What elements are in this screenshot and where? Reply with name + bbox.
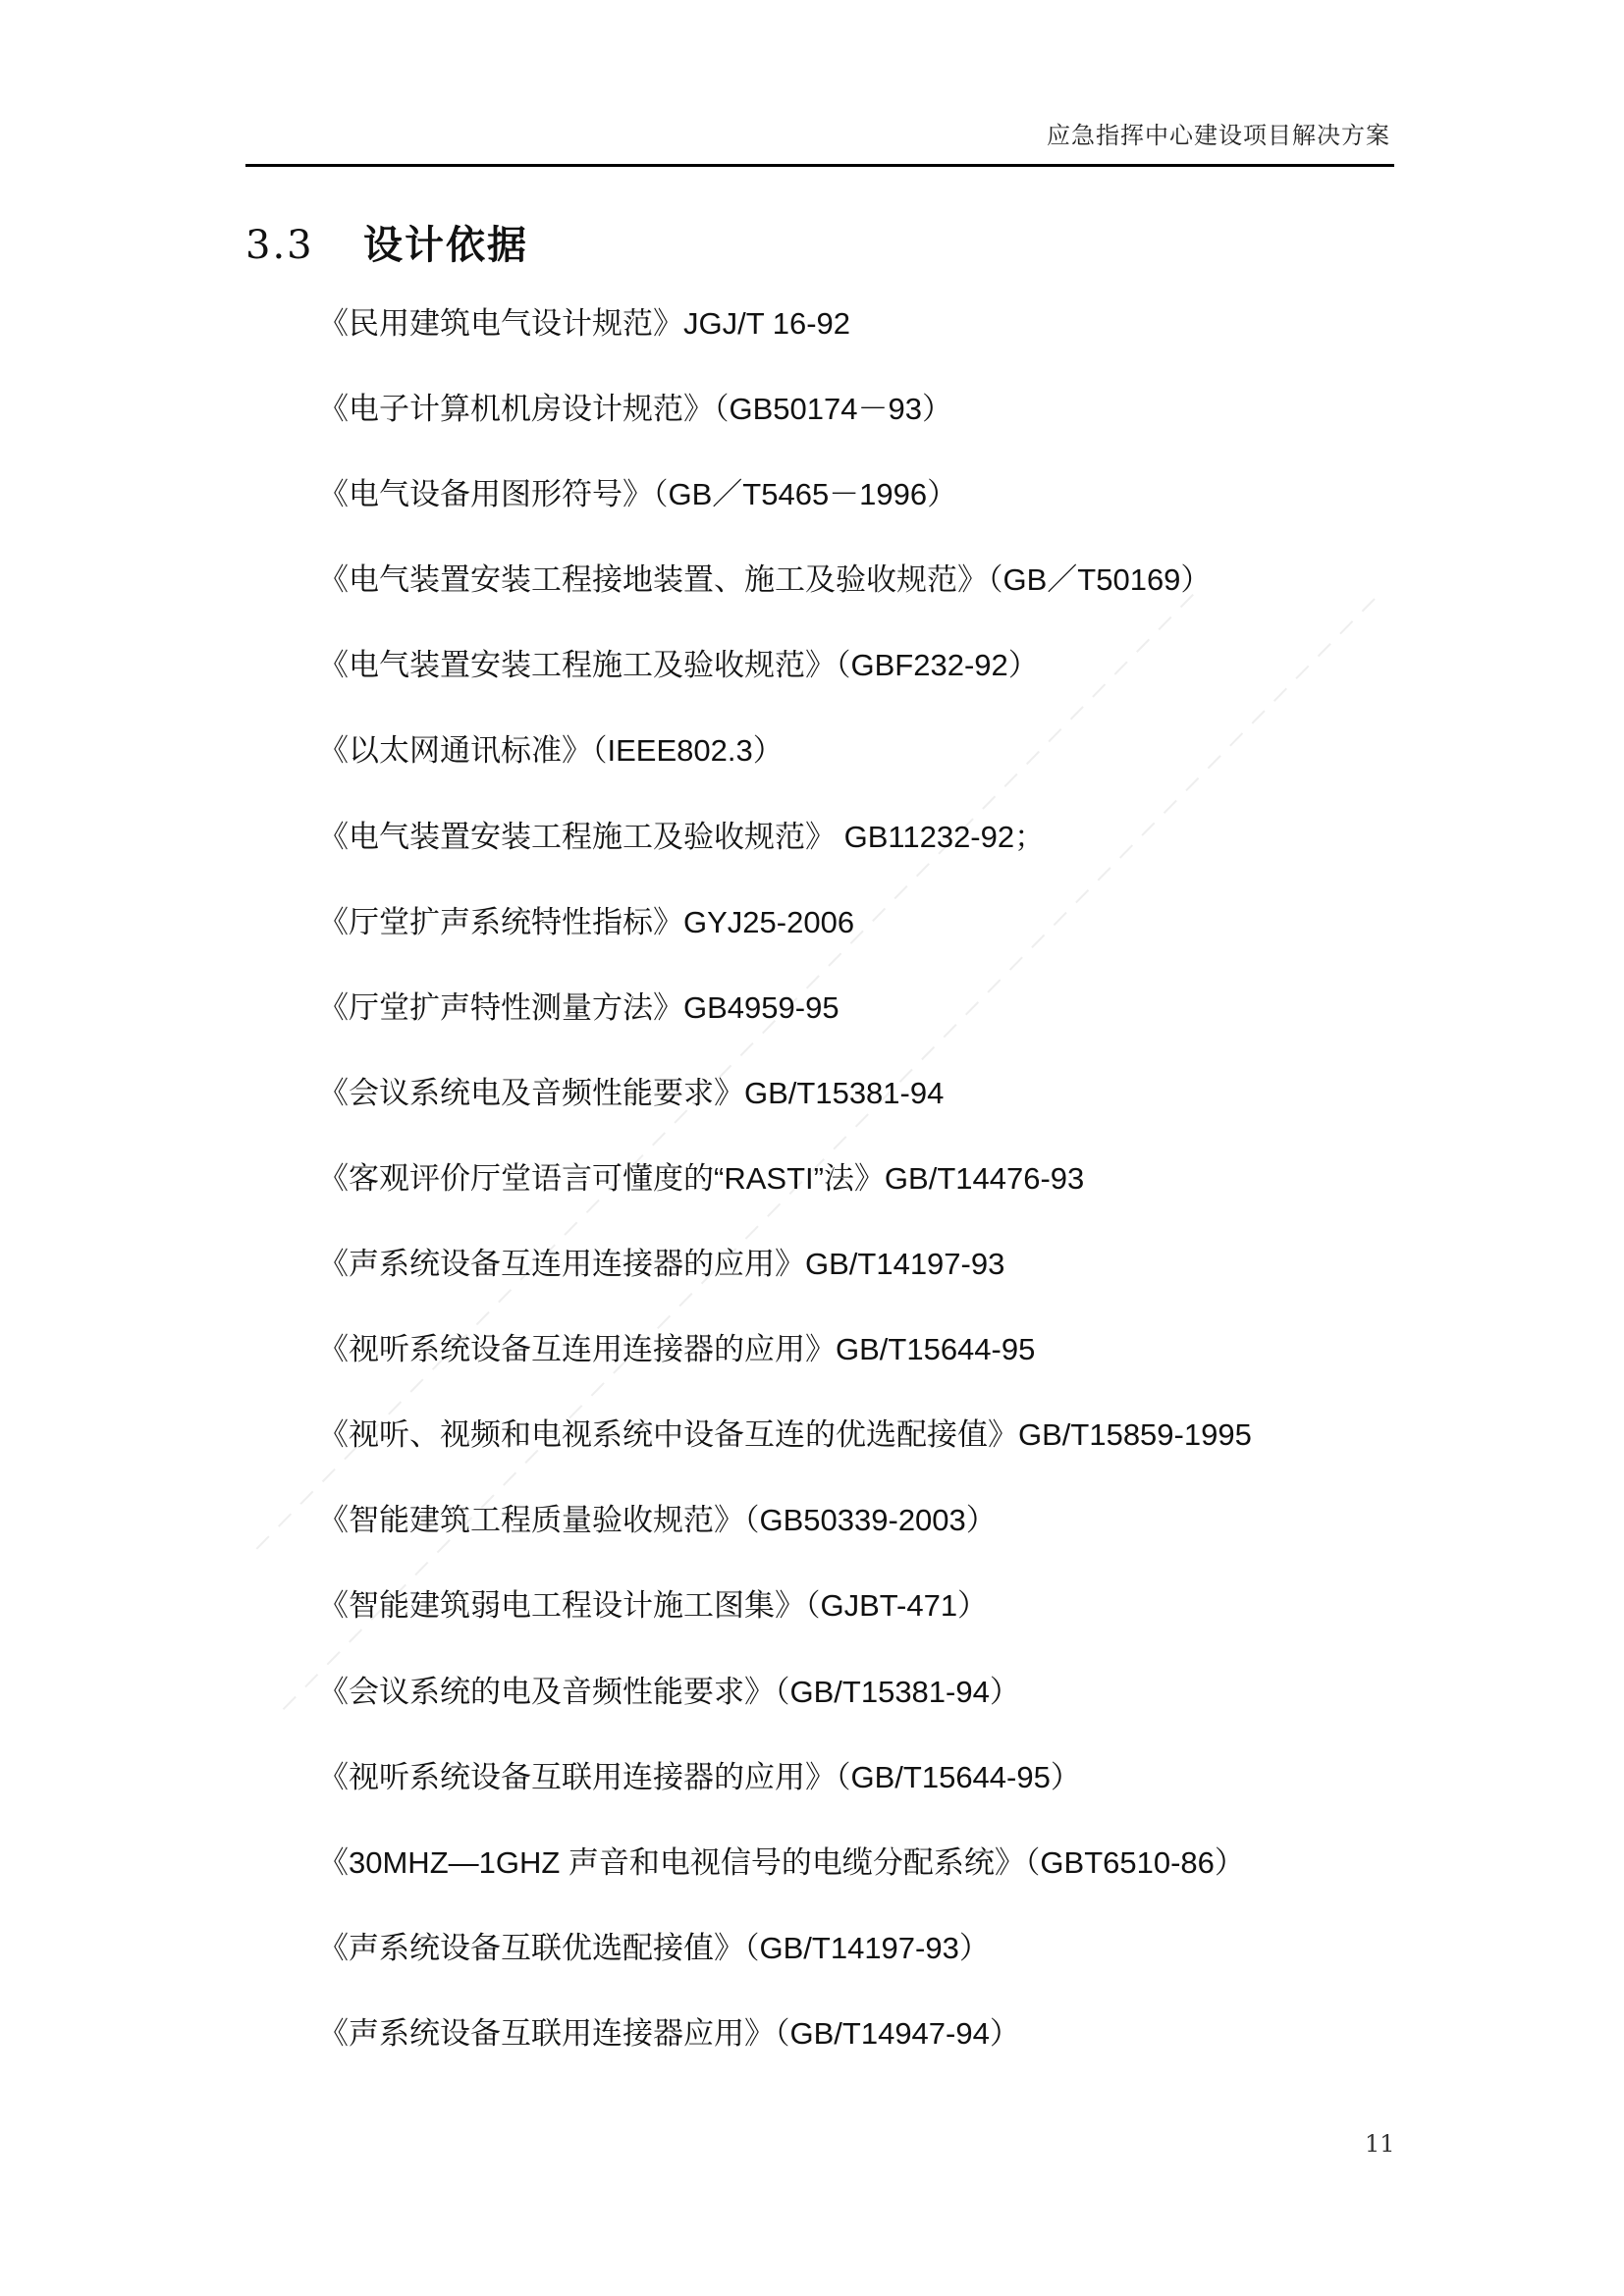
reference-item: 《智能建筑工程质量验收规范》（GB50339-2003） xyxy=(318,1503,997,1538)
reference-item: 《厅堂扩声系统特性指标》GYJ25-2006 xyxy=(318,904,855,939)
reference-item: 《声系统设备互联用连接器应用》（GB/T14947-94） xyxy=(318,2015,1020,2051)
reference-item: 《视听系统设备互连用连接器的应用》GB/T15644-95 xyxy=(318,1332,1036,1367)
page-header xyxy=(245,110,1394,167)
reference-item: 《会议系统的电及音频性能要求》（GB/T15381-94） xyxy=(318,1674,1020,1709)
reference-item: 《民用建筑电气设计规范》JGJ/T 16-92 xyxy=(318,306,850,341)
reference-item: 《声系统设备互连用连接器的应用》GB/T14197-93 xyxy=(318,1247,1005,1282)
reference-list xyxy=(318,300,1398,2096)
reference-item: 《电子计算机机房设计规范》（GB50174－93） xyxy=(318,392,952,427)
header-title: 应急指挥中心建设项目解决方案 xyxy=(1047,122,1390,149)
section-heading xyxy=(245,214,528,270)
page-number: 11 xyxy=(1365,2130,1395,2158)
section-title: 设计依据 xyxy=(363,223,528,268)
reference-item: 《视听、视频和电视系统中设备互连的优选配接值》GB/T15859-1995 xyxy=(318,1417,1252,1453)
section-number: 3.3 xyxy=(245,223,314,268)
reference-item: 《会议系统电及音频性能要求》GB/T15381-94 xyxy=(318,1075,945,1110)
reference-item: 《电气装置安装工程施工及验收规范》（GBF232-92） xyxy=(318,648,1039,683)
reference-item: 《电气设备用图形符号》（GB／T5465－1996） xyxy=(318,477,958,512)
reference-item: 《以太网通讯标准》（IEEE802.3） xyxy=(318,733,784,769)
reference-item: 《视听系统设备互联用连接器的应用》（GB/T15644-95） xyxy=(318,1759,1081,1794)
reference-item: 《电气装置安装工程接地装置、施工及验收规范》（GB／T50169） xyxy=(318,562,1212,598)
reference-item: 《智能建筑弱电工程设计施工图集》（GJBT-471） xyxy=(318,1588,989,1624)
reference-item: 《30MHZ—1GHZ 声音和电视信号的电缆分配系统》（GBT6510-86） xyxy=(318,1844,1245,1880)
reference-item: 《电气装置安装工程施工及验收规范》 GB11232-92； xyxy=(318,819,1046,854)
reference-item: 《厅堂扩声特性测量方法》GB4959-95 xyxy=(318,989,839,1025)
reference-item: 《声系统设备互联优选配接值》（GB/T14197-93） xyxy=(318,1930,990,1965)
reference-item: 《客观评价厅堂语言可懂度的“RASTI”法》GB/T14476-93 xyxy=(318,1160,1085,1196)
